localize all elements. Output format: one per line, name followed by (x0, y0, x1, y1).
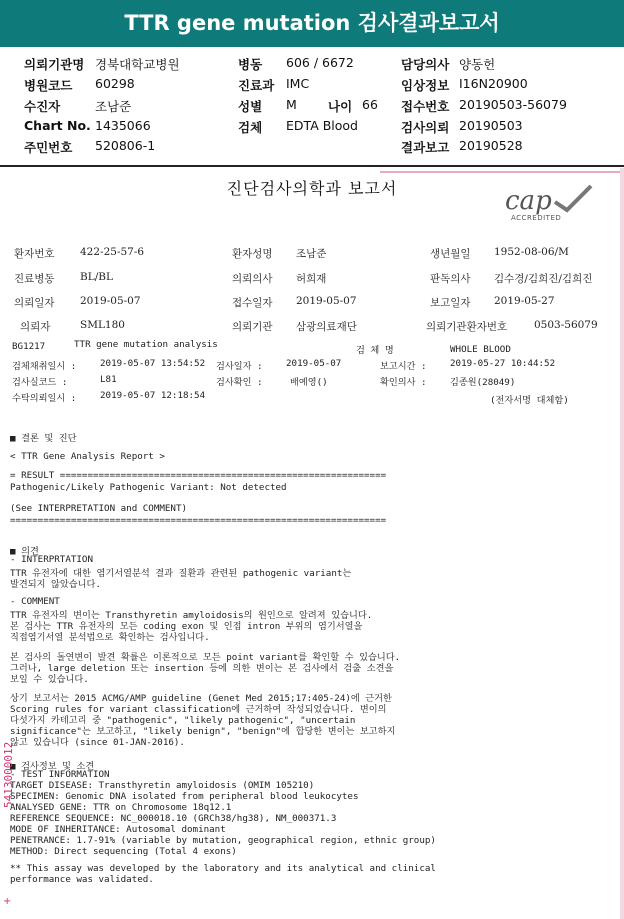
report-time-label: 보고시간 : (380, 361, 427, 372)
specimen-value: EDTA Blood (286, 118, 358, 133)
receipt-time-label: 수탁의뢰일시 : (12, 393, 77, 404)
request-day-label: 의뢰일자 (14, 297, 55, 309)
birth-date-value: 1952-08-06/M (494, 246, 569, 258)
result-line: Pathogenic/Likely Pathogenic Variant: Not detected (10, 482, 287, 493)
paper-edge (620, 168, 624, 919)
checker-label: 검사확인 : (216, 377, 263, 388)
chart-no-value: 1435066 (95, 118, 151, 133)
interpretation-line-1: TTR 유전자에 대한 염기서열분석 결과 질환과 관련된 pathogenic variant는 (10, 568, 352, 579)
department-value: IMC (286, 76, 310, 91)
sex-value: M (286, 97, 297, 112)
department-label: 진료과 (238, 78, 275, 93)
inheritance-line: MODE OF INHERITANCE: Autosomal dominant (10, 824, 226, 835)
birth-date-label: 생년월일 (430, 248, 471, 260)
collect-time-label: 검체채취일시 : (12, 361, 77, 372)
section-test-info-heading: ■ 검사정보 및 소견 (10, 761, 95, 772)
institution-value: 삼광의료재단 (296, 321, 357, 333)
result-date-label: 결과보고 (401, 140, 450, 155)
receipt-day-label: 접수일자 (232, 297, 273, 309)
side-barcode-number: 5413000012 (2, 741, 15, 808)
test-date-label: 검사일자 : (216, 361, 263, 372)
requester-value: SML180 (80, 319, 125, 331)
test-name: TTR gene mutation analysis (74, 339, 218, 350)
reference-sequence-line: REFERENCE SEQUENCE: NC_000018.10 (GRCh38/hg38), NM_000371.3 (10, 813, 337, 824)
report-day-label: 보고일자 (430, 297, 471, 309)
clinical-info-value: I16N20900 (459, 76, 528, 91)
request-day-value: 2019-05-07 (80, 295, 141, 307)
report-day-value: 2019-05-27 (494, 295, 555, 307)
patient-name-label: 환자성명 (232, 248, 273, 260)
comment-line-6: 보일 수 있습니다. (10, 674, 89, 685)
institution-patient-no-label: 의뢰기관환자번호 (426, 321, 508, 333)
check-icon (551, 182, 595, 214)
clinical-info-label: 임상정보 (401, 78, 450, 93)
sex-label: 성별 (238, 99, 263, 114)
target-disease-line: TARGET DISEASE: Transthyretin amyloidosis (OMIM 105210) (10, 780, 315, 791)
institution-patient-no-value: 0503-56079 (534, 319, 598, 331)
test-information-heading: - TEST INFORMATION (10, 769, 110, 780)
comment-heading: - COMMENT (10, 596, 60, 607)
e-signature-note: (전자서명 대체함) (490, 395, 569, 406)
analysed-gene-line: ANALYSED GENE: TTR on Chromosome 18q12.1 (10, 802, 232, 813)
comment-line-5: 그러나, large deletion 또는 insertion 등에 의한 변이는 본 검사에서 검출 소견을 (10, 663, 394, 674)
penetrance-line: PENETRANCE: 1.7-91% (variable by mutation, geographical region, ethnic group) (10, 835, 436, 846)
scanned-report (0, 168, 624, 919)
ward-row-label: 진료병동 (14, 273, 55, 285)
test-date-value: 2019-05-07 (286, 358, 342, 369)
lab-code-label: 검사실코드 : (12, 377, 68, 388)
receipt-no-value: 20190503-56079 (459, 97, 567, 112)
patient-label: 수진자 (24, 99, 61, 114)
comment-line-1: TTR 유전자의 변이는 Transthyretin amyloidosis의 원인으로 알려져 있습니다. (10, 610, 373, 621)
analysis-report-title: < TTR Gene Analysis Report > (10, 451, 165, 462)
receipt-day-value: 2019-05-07 (296, 295, 357, 307)
comment-line-3: 직접염기서열 분석법으로 확인하는 검사입니다. (10, 632, 210, 643)
patient-value: 조남준 (95, 99, 132, 114)
page-title: TTR gene mutation 검사결과보고서 (124, 11, 500, 35)
specimen-name-value: WHOLE BLOOD (450, 344, 511, 355)
hospital-name-value: 경북대학교병원 (95, 57, 180, 72)
comment-line-8: Scoring rules for variant classification에 근거하여 작성되었습니다. 변이의 (10, 704, 387, 715)
ward-value: 606 / 6672 (286, 55, 354, 70)
chart-no-label: Chart No. (24, 118, 91, 133)
hospital-code-label: 병원코드 (24, 78, 73, 93)
ward-label: 병동 (238, 57, 263, 72)
comment-line-9: 다섯가지 카테고리 중 "pathogenic", "likely pathogenic", "uncertain (10, 715, 356, 726)
patient-no-label: 환자번호 (14, 248, 55, 260)
side-plus-mark: + (3, 896, 12, 907)
doctor-value: 양동헌 (459, 57, 496, 72)
request-date-value: 20190503 (459, 118, 523, 133)
institution-label: 의뢰기관 (232, 321, 273, 333)
patient-no-value: 422-25-57-6 (80, 246, 145, 258)
cap-logo-text: cap (505, 186, 552, 216)
result-header-line: = RESULT =========================================================== (10, 470, 387, 481)
paper-edge-mark (380, 171, 620, 173)
comment-line-7: 상기 보고서는 2015 ACMG/AMP guideline (Genet Med 2015;17:405-24)에 근거한 (10, 693, 392, 704)
referring-doctor-value: 허희재 (296, 273, 327, 285)
doctor-label: 담당의사 (401, 57, 450, 72)
reading-doctor-value: 김수경/김희진/김희진 (494, 273, 593, 285)
resident-no-label: 주민번호 (24, 140, 73, 155)
age-label: 나이 (328, 99, 353, 114)
reading-doctor-label: 판독의사 (430, 273, 471, 285)
comment-line-2: 본 검사는 TTR 유전자의 모든 coding exon 및 인접 intron 부위의 염기서열을 (10, 621, 363, 632)
specimen-line: SPECIMEN: Genomic DNA isolated from peripheral blood leukocytes (10, 791, 359, 802)
age-value: 66 (362, 97, 378, 112)
report-time-value: 2019-05-27 10:44:52 (450, 358, 556, 369)
comment-line-10: significance"는 보고하고, "likely benign", "benign"에 합당한 변이는 보고하지 (10, 726, 396, 737)
patient-name-value: 조남준 (296, 248, 327, 260)
lab-report-title: 진단검사의학과 보고서 (226, 179, 398, 198)
ward-row-value: BL/BL (80, 271, 113, 283)
request-date-label: 검사의뢰 (401, 120, 450, 135)
result-date-value: 20190528 (459, 138, 523, 153)
result-footer-line: ==================================================================== (10, 515, 387, 526)
specimen-name-label: 검 체 명 (356, 345, 394, 356)
receipt-no-label: 접수번호 (401, 99, 450, 114)
test-code: BG1217 (12, 341, 46, 352)
see-interpretation-line: (See INTERPRETATION and COMMENT) (10, 503, 188, 514)
interpretation-line-2: 발견되지 않았습니다. (10, 579, 101, 590)
report-title-bar (0, 0, 624, 47)
assay-note-line-1: ** This assay was developed by the laboratory and its analytical and clinical (10, 863, 436, 874)
resident-no-value: 520806-1 (95, 138, 156, 153)
receipt-time-value: 2019-05-07 12:18:54 (100, 390, 206, 401)
interpretation-heading: - INTERPRTATION (10, 554, 93, 565)
method-line: METHOD: Direct sequencing (Total 4 exons) (10, 846, 237, 857)
cap-accredited-logo (505, 180, 595, 234)
confirm-doctor-value: 김종원(28049) (450, 377, 516, 388)
comment-line-11: 않고 있습니다 (since 01-JAN-2016). (10, 737, 185, 748)
lab-code-value: L81 (100, 374, 117, 385)
section-conclusion-heading: ■ 결론 및 진단 (10, 433, 77, 444)
specimen-label: 검체 (238, 120, 263, 135)
collect-time-value: 2019-05-07 13:54:52 (100, 358, 206, 369)
hospital-name-label: 의뢰기관명 (24, 57, 85, 72)
section-opinion-heading: ■ 의견 (10, 546, 39, 557)
referring-doctor-label: 의뢰의사 (232, 273, 273, 285)
requester-label: 의뢰자 (20, 321, 51, 333)
confirm-doctor-label: 확인의사 : (380, 377, 427, 388)
cap-accredited-text: ACCREDITED (511, 214, 562, 222)
checker-value: 배예영() (290, 377, 328, 388)
assay-note-line-2: performance was validated. (10, 874, 154, 885)
comment-line-4: 본 검사의 돌연변이 발견 확률은 이론적으로 모든 point variant를 확인할 수 있습니다. (10, 652, 401, 663)
hospital-code-value: 60298 (95, 76, 135, 91)
report-header (0, 47, 624, 167)
